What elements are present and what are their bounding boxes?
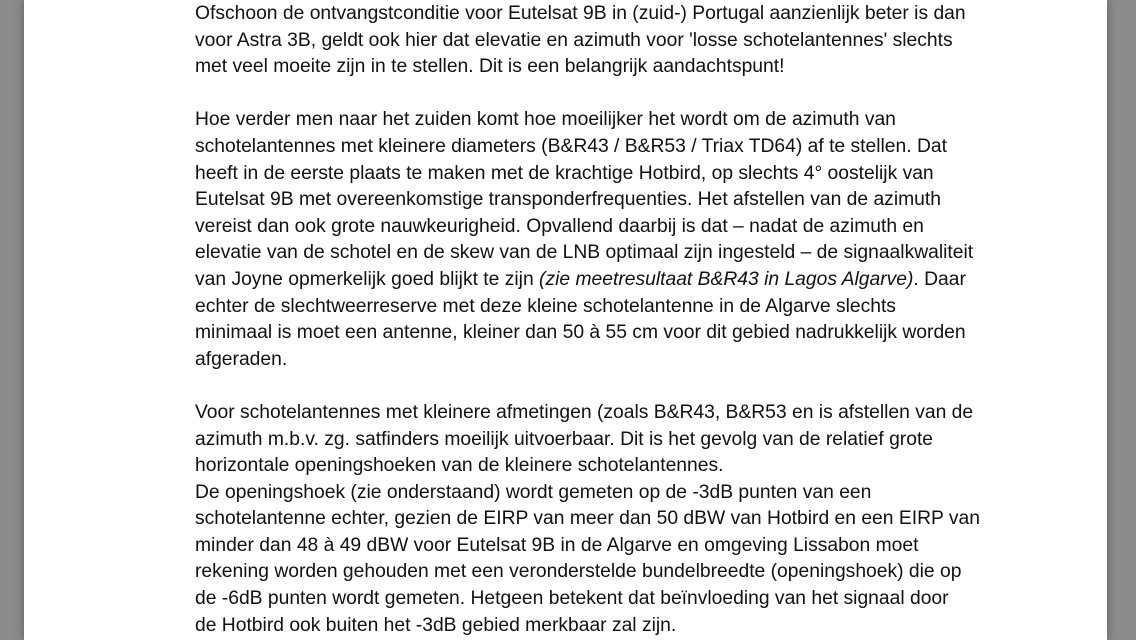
text-line: de Hotbird ook buiten het -3dB gebied merkbaar zal zijn. <box>195 614 677 636</box>
document-page[interactable] <box>24 0 1107 640</box>
text-line: minder dan 48 à 49 dBW voor Eutelsat 9B in de Algarve en omgeving Lissabon moet <box>195 534 919 556</box>
text-line: minimaal is moet een antenne, kleiner dan 50 à 55 cm voor dit gebied nadrukkelijk worden <box>195 322 966 344</box>
measurement-reference: (zie meetresultaat B&R43 in Lagos Algarve) <box>539 268 914 290</box>
paragraph-spacer <box>195 81 1025 108</box>
text-line: de -6dB punten wordt gemeten. Hetgeen betekent dat beïnvloeding van het signaal door <box>195 588 949 610</box>
text-line: schotelantennes met kleinere diameters (B&R43 / B&R53 / Triax TD64) af te stellen. Dat <box>195 135 947 157</box>
document-body <box>195 1 1025 639</box>
text-line: horizontale openingshoeken van de kleinere schotelantennes. <box>195 455 724 477</box>
text-line: Ofschoon de ontvangstconditie voor Eutelsat 9B in (zuid-) Portugal aanzienlijk beter is dan <box>195 3 966 24</box>
text-line-with-reference <box>195 267 1025 294</box>
text-line: schotelantenne echter, gezien de EIRP van meer dan 50 dBW van Hotbird en een EIRP van <box>195 508 980 530</box>
paragraph-azimuth <box>195 107 1025 373</box>
paragraph-openingshoek <box>195 400 1025 639</box>
text-line: elevatie van de schotel en de skew van de LNB optimaal zijn ingesteld – de signaalkwaliteit <box>195 242 974 264</box>
text-line: Eutelsat 9B met overeenkomstige transponderfrequenties. Het afstellen van de azimuth <box>195 189 941 211</box>
text-line: Voor schotelantennes met kleinere afmetingen (zoals B&R43, B&R53 en is afstellen van de <box>195 401 974 423</box>
text-line: voor Astra 3B, geldt ook hier dat elevatie en azimuth voor 'losse schotelantennes' slechts <box>195 29 953 51</box>
text-line: De openingshoek (zie onderstaand) wordt gemeten op de -3dB punten van een <box>195 481 872 503</box>
paragraph-spacer <box>195 373 1025 400</box>
text-line: met veel moeite zijn in te stellen. Dit is een belangrijk aandachtspunt! <box>195 56 785 78</box>
text-line: azimuth m.b.v. zg. satfinders moeilijk uitvoerbaar. Dit is het gevolg van de relatief grote <box>195 428 934 450</box>
text-line: afgeraden. <box>195 348 288 370</box>
text-line: heeft in de eerste plaats te maken met de krachtige Hotbird, op slechts 4° oostelijk van <box>195 162 934 184</box>
text-line: rekening worden gehouden met een veronderstelde bundelbreedte (openingshoek) die op <box>195 561 962 583</box>
text-segment: van Joyne opmerkelijk goed blijkt te zijn <box>195 268 540 290</box>
paragraph-ontvangstconditie <box>195 1 1025 81</box>
text-line: echter de slechtweerreserve met deze kleine schotelantenne in de Algarve slechts <box>195 295 896 317</box>
text-line: Hoe verder men naar het zuiden komt hoe moeilijker het wordt om de azimuth van <box>195 109 896 131</box>
text-segment: . Daar <box>913 268 966 290</box>
text-line: vereist dan ook grote nauwkeurigheid. Opvallend daarbij is dat – nadat de azimuth en <box>195 215 924 237</box>
